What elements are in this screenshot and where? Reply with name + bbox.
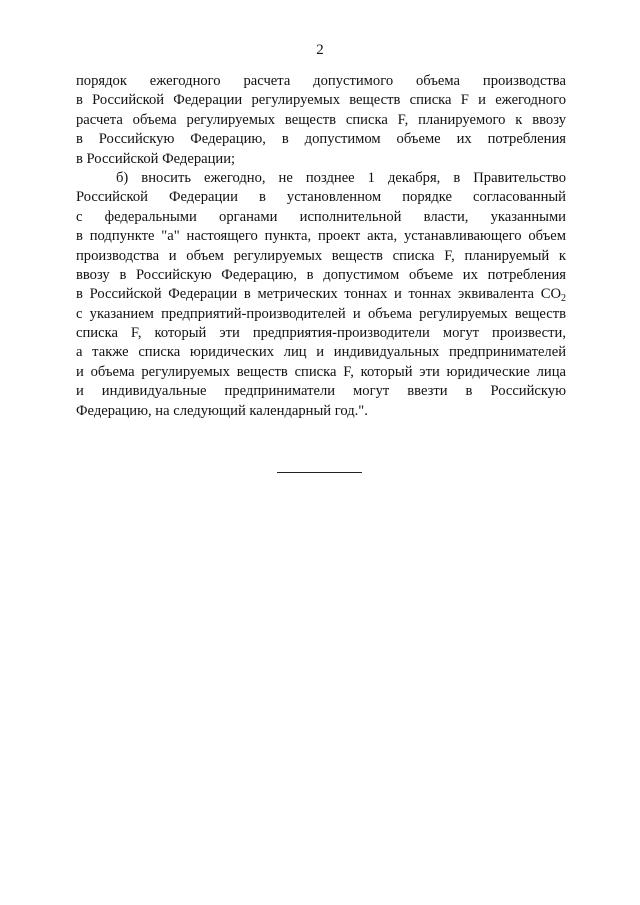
text-line: в Российской Федерации; [76,150,236,167]
text-line: с указанием предприятий-производителей и объема регулируемых веществ [76,305,566,322]
text-line: в Российскую Федерацию, в допустимом объеме их потребления [76,131,566,148]
text-line-co2 [76,285,566,304]
document-body [76,72,566,421]
paragraph-item-b [76,169,566,421]
text-line: в Российской Федерации регулируемых веществ списка F и ежегодного [76,92,566,109]
text-line: и индивидуальные предприниматели могут ввезти в Российскую [76,383,566,400]
text-line: и объема регулируемых веществ списка F, который эти юридические лица [76,363,566,380]
text-line: расчета объема регулируемых веществ списка F, планируемого к ввозу [76,111,566,128]
text-line-co2-text: в Российской Федерации в метрических тоннах и тоннах эквивалента CO [76,286,561,303]
end-divider-line [277,472,362,473]
co2-subscript: 2 [561,293,566,305]
text-line: в подпункте "а" настоящего пункта, проект акта, устанавливающего объем [76,228,566,245]
text-line: с федеральными органами исполнительной власти, указанными [76,208,566,225]
paragraph-continuation [76,72,566,169]
text-line: а также списка юридических лиц и индивидуальных предпринимателей [76,344,566,361]
text-line: списка F, который эти предприятия-производители могут произвести, [76,325,566,342]
text-line: б) вносить ежегодно, не позднее 1 декабря, в Правительство [116,169,566,186]
text-line: порядок ежегодного расчета допустимого объема производства [76,73,566,89]
page-number: 2 [316,42,324,58]
text-line: ввозу в Российскую Федерацию, в допустимом объеме их потребления [76,266,566,283]
text-line: производства и объем регулируемых веществ списка F, планируемый к [76,247,566,264]
text-line: Федерацию, на следующий календарный год.". [76,402,368,419]
text-line: Российской Федерации в установленном порядке согласованный [76,189,566,206]
